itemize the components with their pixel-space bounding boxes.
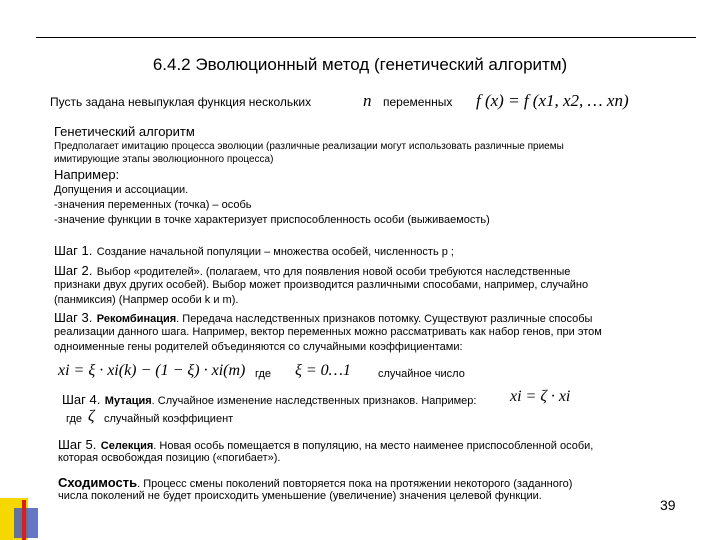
- example-heading: Например:: [54, 167, 120, 182]
- step-3-line-2: реализации данного шага. Например, вектор переменных можно рассматривать как набор генов, при этом: [54, 326, 602, 338]
- example-line-2: -значения переменных (точка) – особь: [54, 199, 252, 211]
- ga-heading: Генетический алгоритм: [54, 124, 195, 139]
- random-number-text: случайное число: [378, 368, 465, 380]
- step-1-text: Создание начальной популяции – множества особей, численность p ;: [96, 246, 454, 258]
- random-coefficient-text: случайный коэффициент: [104, 413, 234, 425]
- convergence-bold: Сходимость: [58, 475, 138, 490]
- step-2-cont: [54, 278, 588, 308]
- step-2-line-1: Выбор «родителей». (полагаем, что для появления новой особи требуются наследственные: [96, 266, 571, 278]
- step-2-line-2: признаки двух других особей). Выбор может производится различными способами, например, случайно: [54, 279, 589, 291]
- step-3-line-1: . Передача наследственных признаков потомку. Существуют различные способы: [176, 313, 593, 325]
- ga-line-2: имитирующие этапы эволюционного процесса): [54, 154, 274, 165]
- intro-n-symbol: n: [363, 91, 372, 110]
- step-5-bold: Селекция: [100, 440, 154, 452]
- step-4-where: где: [66, 413, 83, 425]
- step-3-bold: Рекомбинация: [96, 313, 177, 325]
- convergence-line-1: . Процесс смены поколений повторяется пока на протяжении некоторого (заданного): [137, 478, 573, 490]
- corner-decoration-blue: [14, 508, 38, 538]
- step-3-where: где: [255, 368, 272, 380]
- step-4: [62, 391, 476, 409]
- step-4-text: . Случайное изменение наследственных признаков. Например:: [151, 395, 477, 407]
- step-4-label: Шаг 4.: [62, 392, 101, 407]
- intro-text-variables: переменных: [383, 95, 453, 109]
- intro-text: Пусть задана невыпуклая функция нескольких: [50, 95, 312, 109]
- step-3-label: Шаг 3.: [54, 310, 93, 325]
- step-5-label: Шаг 5.: [58, 437, 97, 452]
- step-1-label: Шаг 1.: [54, 243, 93, 258]
- step-3-line-3: одноименные гены родителей объединяются со случайными коэффициентами:: [54, 341, 463, 353]
- step-1: [54, 242, 454, 260]
- intro-function-formula: f (x) = f (x1, x2, … xn): [476, 91, 629, 110]
- convergence-line-2: числа поколений не будет происходить уменьшение (увеличение) значения целевой функции.: [58, 490, 542, 502]
- example-line-1: Допущения и ассоциации.: [54, 184, 189, 196]
- top-rule: [36, 37, 696, 38]
- example-list: [54, 183, 490, 228]
- step-2-label: Шаг 2.: [54, 263, 93, 278]
- slide-number: 39: [660, 497, 676, 513]
- example-line-3: -значение функции в точке характеризует приспособленность особи (выживаемость): [54, 214, 490, 226]
- step-4-bold: Мутация: [104, 395, 152, 407]
- corner-decoration-red: [22, 500, 26, 540]
- recombination-formula: xi = ξ · xi(k) − (1 − ξ) · xi(m): [58, 362, 246, 379]
- step-3-cont: [54, 325, 602, 355]
- step-5-line-2: которая освобождая позицию («погибает»).: [58, 452, 281, 464]
- mutation-formula: xi = ζ · xi: [510, 388, 571, 405]
- zeta-symbol: ζ: [88, 408, 95, 425]
- ga-line-1: Предполагает имитацию процесса эволюции (различные реализации могут использовать различные приемы: [54, 141, 564, 152]
- xi-range-formula: ξ = 0…1: [295, 362, 351, 379]
- ga-description: [54, 140, 564, 166]
- page-title: 6.4.2 Эволюционный метод (генетический алгоритм): [152, 55, 568, 74]
- step-5-line-1: . Новая особь помещается в популяцию, на место наименее приспособленной особи,: [153, 440, 594, 452]
- step-2-line-3: (панмиксия) (Напрмер особи k и m).: [54, 294, 239, 306]
